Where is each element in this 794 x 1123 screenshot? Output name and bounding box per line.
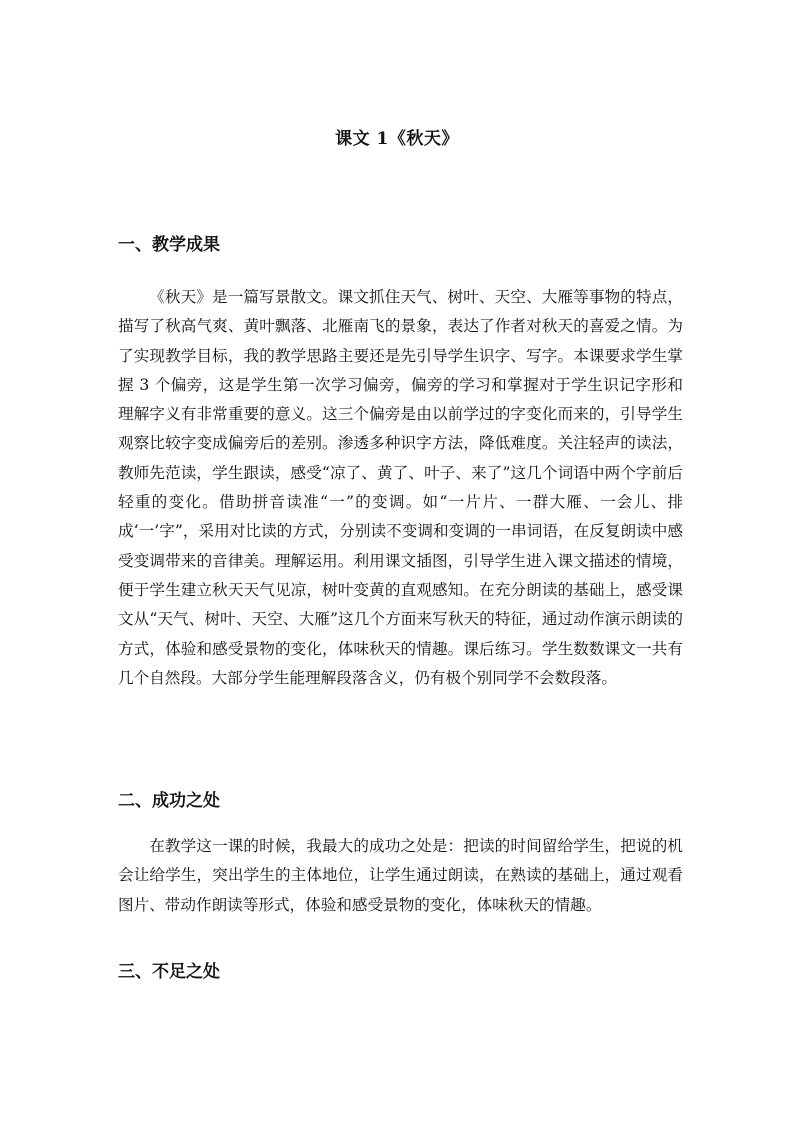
- section-paragraph-teaching-results: 《秋天》是一篇写景散文。课文抓住天气、树叶、天空、大雁等事物的特点，描写了秋高气爽、黄叶飘落、北雁南飞的景象，表达了作者对秋天的喜爱之情。为了实现教学目标，我的教学思路主要还是先引导学生识字、写字。本课要求学生掌握 3 个偏旁，这是学生第一次学习偏旁，偏旁的学习和掌握对于学生识记字形和理解字义有非常重要的意义。这三个偏旁是由以前学过的字变化而来的，引导学生观察比较字变成偏旁后的差别。渗透多种识字方法，降低难度。关注轻声的读法，教师先范读，学生跟读，感受“凉了、黄了、叶子、来了”这几个词语中两个字前后轻重的变化。借助拼音读准“一”的变调。如“一片片、一群大雁、一会儿、排成‘一’字”，采用对比读的方式，分别读不变调和变调的一串词语，在反复朗读中感受变调带来的音律美。理解运用。利用课文插图，引导学生进入课文描述的情境，便于学生建立秋天天气见凉，树叶变黄的直观感知。在充分朗读的基础上，感受课文从“天气、树叶、天空、大雁”这几个方面来写秋天的特征，通过动作演示朗读的方式，体验和感受景物的变化，体味秋天的情趣。课后练习。学生数数课文一共有几个自然段。大部分学生能理解段落含义，仍有极个别同学不会数段落。: [118, 288, 683, 687]
- page-title: 课文 1《秋天》: [335, 129, 459, 149]
- section-heading-successes: 二、成功之处: [118, 791, 220, 811]
- section-paragraph-successes: 在教学这一课的时候，我最大的成功之处是：把读的时间留给学生，把说的机会让给学生，突出学生的主体地位，让学生通过朗读，在熟读的基础上，通过观看图片、带动作朗读等形式，体验和感受景物的变化，体味秋天的情趣。: [118, 837, 683, 914]
- section-heading-shortcomings: 三、不足之处: [118, 962, 220, 982]
- section-heading-teaching-results: 一、教学成果: [118, 235, 220, 255]
